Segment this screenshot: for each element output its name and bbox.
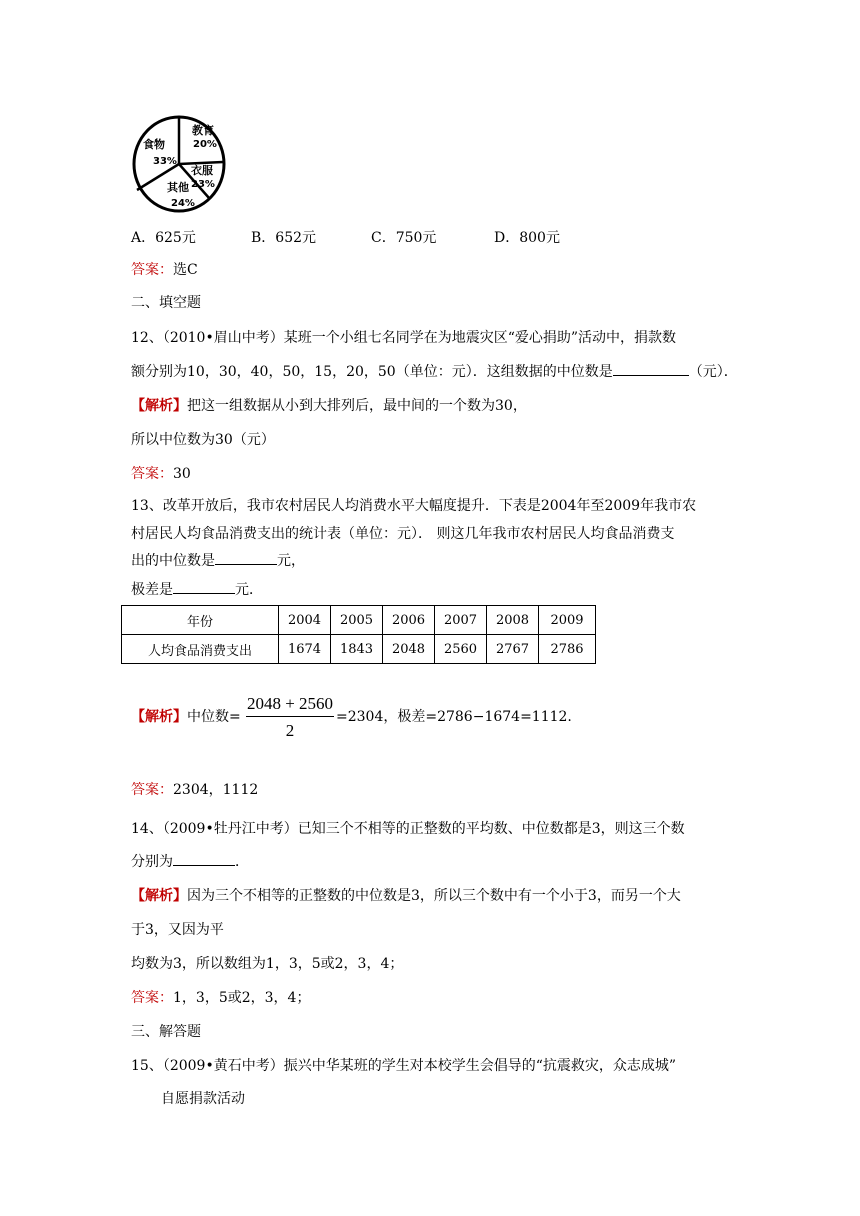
table-header-cell: 年份 — [122, 606, 279, 635]
q13-text-b: 元， — [277, 553, 305, 569]
table-cell: 2048 — [383, 635, 435, 664]
fraction-denominator: 2 — [285, 721, 295, 740]
q13-text-a: 出的中位数是 — [131, 553, 215, 569]
q13-line4 — [131, 579, 263, 599]
answer-label: 答案： — [131, 262, 173, 278]
q12-answer — [131, 463, 191, 483]
pie-chart — [131, 114, 227, 214]
q13-analysis-suffix: =2304，极差=2786−1674=1112. — [336, 709, 572, 725]
q13-line1: 13、改革开放后，我市农村居民人均消费水平大幅度提升．下表是2004年至2009年我市农 — [131, 498, 697, 514]
q14-text-b: ． — [235, 854, 249, 870]
q12-analysis — [131, 395, 527, 415]
q13-text-c: 极差是 — [131, 582, 173, 598]
fraction-numerator: 2048 + 2560 — [246, 694, 334, 717]
q13-answer — [131, 779, 258, 799]
q14-analysis-line3: 均数为3，所以数组为1，3，5或2，3，4； — [131, 956, 404, 972]
table-cell: 2008 — [487, 606, 539, 635]
analysis-tag: 【解析】 — [131, 888, 187, 904]
answer-text: 2304，1112 — [173, 782, 259, 798]
pie-label-other: 其他 — [167, 181, 189, 194]
answer-text: 30 — [173, 466, 191, 482]
pie-pct-other: 24% — [171, 198, 195, 209]
q13-text-d: 元． — [235, 582, 263, 598]
q14-line2 — [131, 851, 249, 871]
q14-answer — [131, 987, 310, 1007]
answer-label: 答案： — [131, 990, 173, 1006]
answer-blank — [173, 865, 235, 866]
analysis-text: 把这一组数据从小到大排列后，最中间的一个数为30， — [187, 398, 527, 414]
answer-text: 1，3，5或2，3，4； — [173, 990, 311, 1006]
consumption-table — [121, 605, 596, 664]
q12-text-b: （元）． — [688, 364, 738, 380]
analysis-text: 中位数= — [187, 709, 241, 725]
option-b: B．652元 — [251, 230, 317, 246]
table-cell: 1674 — [279, 635, 331, 664]
q14-text-a: 分别为 — [131, 854, 173, 870]
q12-line1: 12、（2010•眉山中考）某班一个小组七名同学在为地震灾区“爱心捐助”活动中，捐款数 — [131, 330, 677, 346]
answer-text: 选C — [173, 262, 198, 278]
q13-line2: 村居民人均食品消费支出的统计表（单位：元）． 则这几年我市农村居民人均食品消费支 — [131, 526, 675, 542]
option-a: A．625元 — [131, 230, 196, 246]
q13-line3 — [131, 550, 305, 570]
table-cell: 2767 — [487, 635, 539, 664]
pie-label-education: 教育 — [192, 124, 214, 137]
q12-analysis-line2: 所以中位数为30（元） — [131, 432, 275, 448]
answer-blank — [173, 593, 235, 594]
q13-analysis-prefix — [131, 706, 241, 726]
table-row — [122, 635, 596, 664]
pie-label-food: 食物 — [143, 138, 165, 151]
q12-text-a: 额分别为10，30，40，50，15，20，50（单位：元）．这组数据的中位数是 — [131, 364, 613, 380]
q14-analysis — [131, 885, 681, 905]
q14-line1: 14、（2009•牡丹江中考）已知三个不相等的正整数的平均数、中位数都是3，则这三个数 — [131, 821, 685, 837]
median-fraction — [246, 694, 334, 741]
table-cell: 2005 — [331, 606, 383, 635]
table-header-cell: 人均食品消费支出 — [122, 635, 279, 664]
pie-label-clothes: 衣服 — [191, 164, 213, 177]
q14-analysis-line2: 于3，又因为平 — [131, 922, 224, 938]
answer-label: 答案： — [131, 466, 173, 482]
option-d: D．800元 — [494, 230, 560, 246]
table-cell: 1843 — [331, 635, 383, 664]
answer-blank — [215, 564, 277, 565]
table-cell: 2009 — [539, 606, 596, 635]
q11-answer — [131, 259, 198, 279]
pie-pct-food: 33% — [153, 156, 177, 167]
analysis-tag: 【解析】 — [131, 398, 187, 414]
analysis-text: 因为三个不相等的正整数的中位数是3，所以三个数中有一个小于3，而另一个大 — [187, 888, 681, 904]
answer-label: 答案： — [131, 782, 173, 798]
analysis-tag: 【解析】 — [131, 709, 187, 725]
pie-pct-clothes: 23% — [191, 179, 215, 190]
q15-line1: 15、（2009•黄石中考）振兴中华某班的学生对本校学生会倡导的“抗震救灾，众志成城” — [131, 1058, 677, 1074]
table-row — [122, 606, 596, 635]
q12-line2 — [131, 361, 738, 381]
answer-blank — [613, 375, 689, 376]
table-cell: 2560 — [435, 635, 487, 664]
table-cell: 2006 — [383, 606, 435, 635]
q15-line2: 自愿捐款活动 — [161, 1091, 245, 1107]
section-fill-in: 二、填空题 — [131, 295, 201, 311]
table-cell: 2007 — [435, 606, 487, 635]
section-solutions: 三、解答题 — [131, 1024, 201, 1040]
table-cell: 2004 — [279, 606, 331, 635]
table-cell: 2786 — [539, 635, 596, 664]
pie-pct-education: 20% — [193, 139, 217, 150]
option-c: C．750元 — [371, 230, 437, 246]
